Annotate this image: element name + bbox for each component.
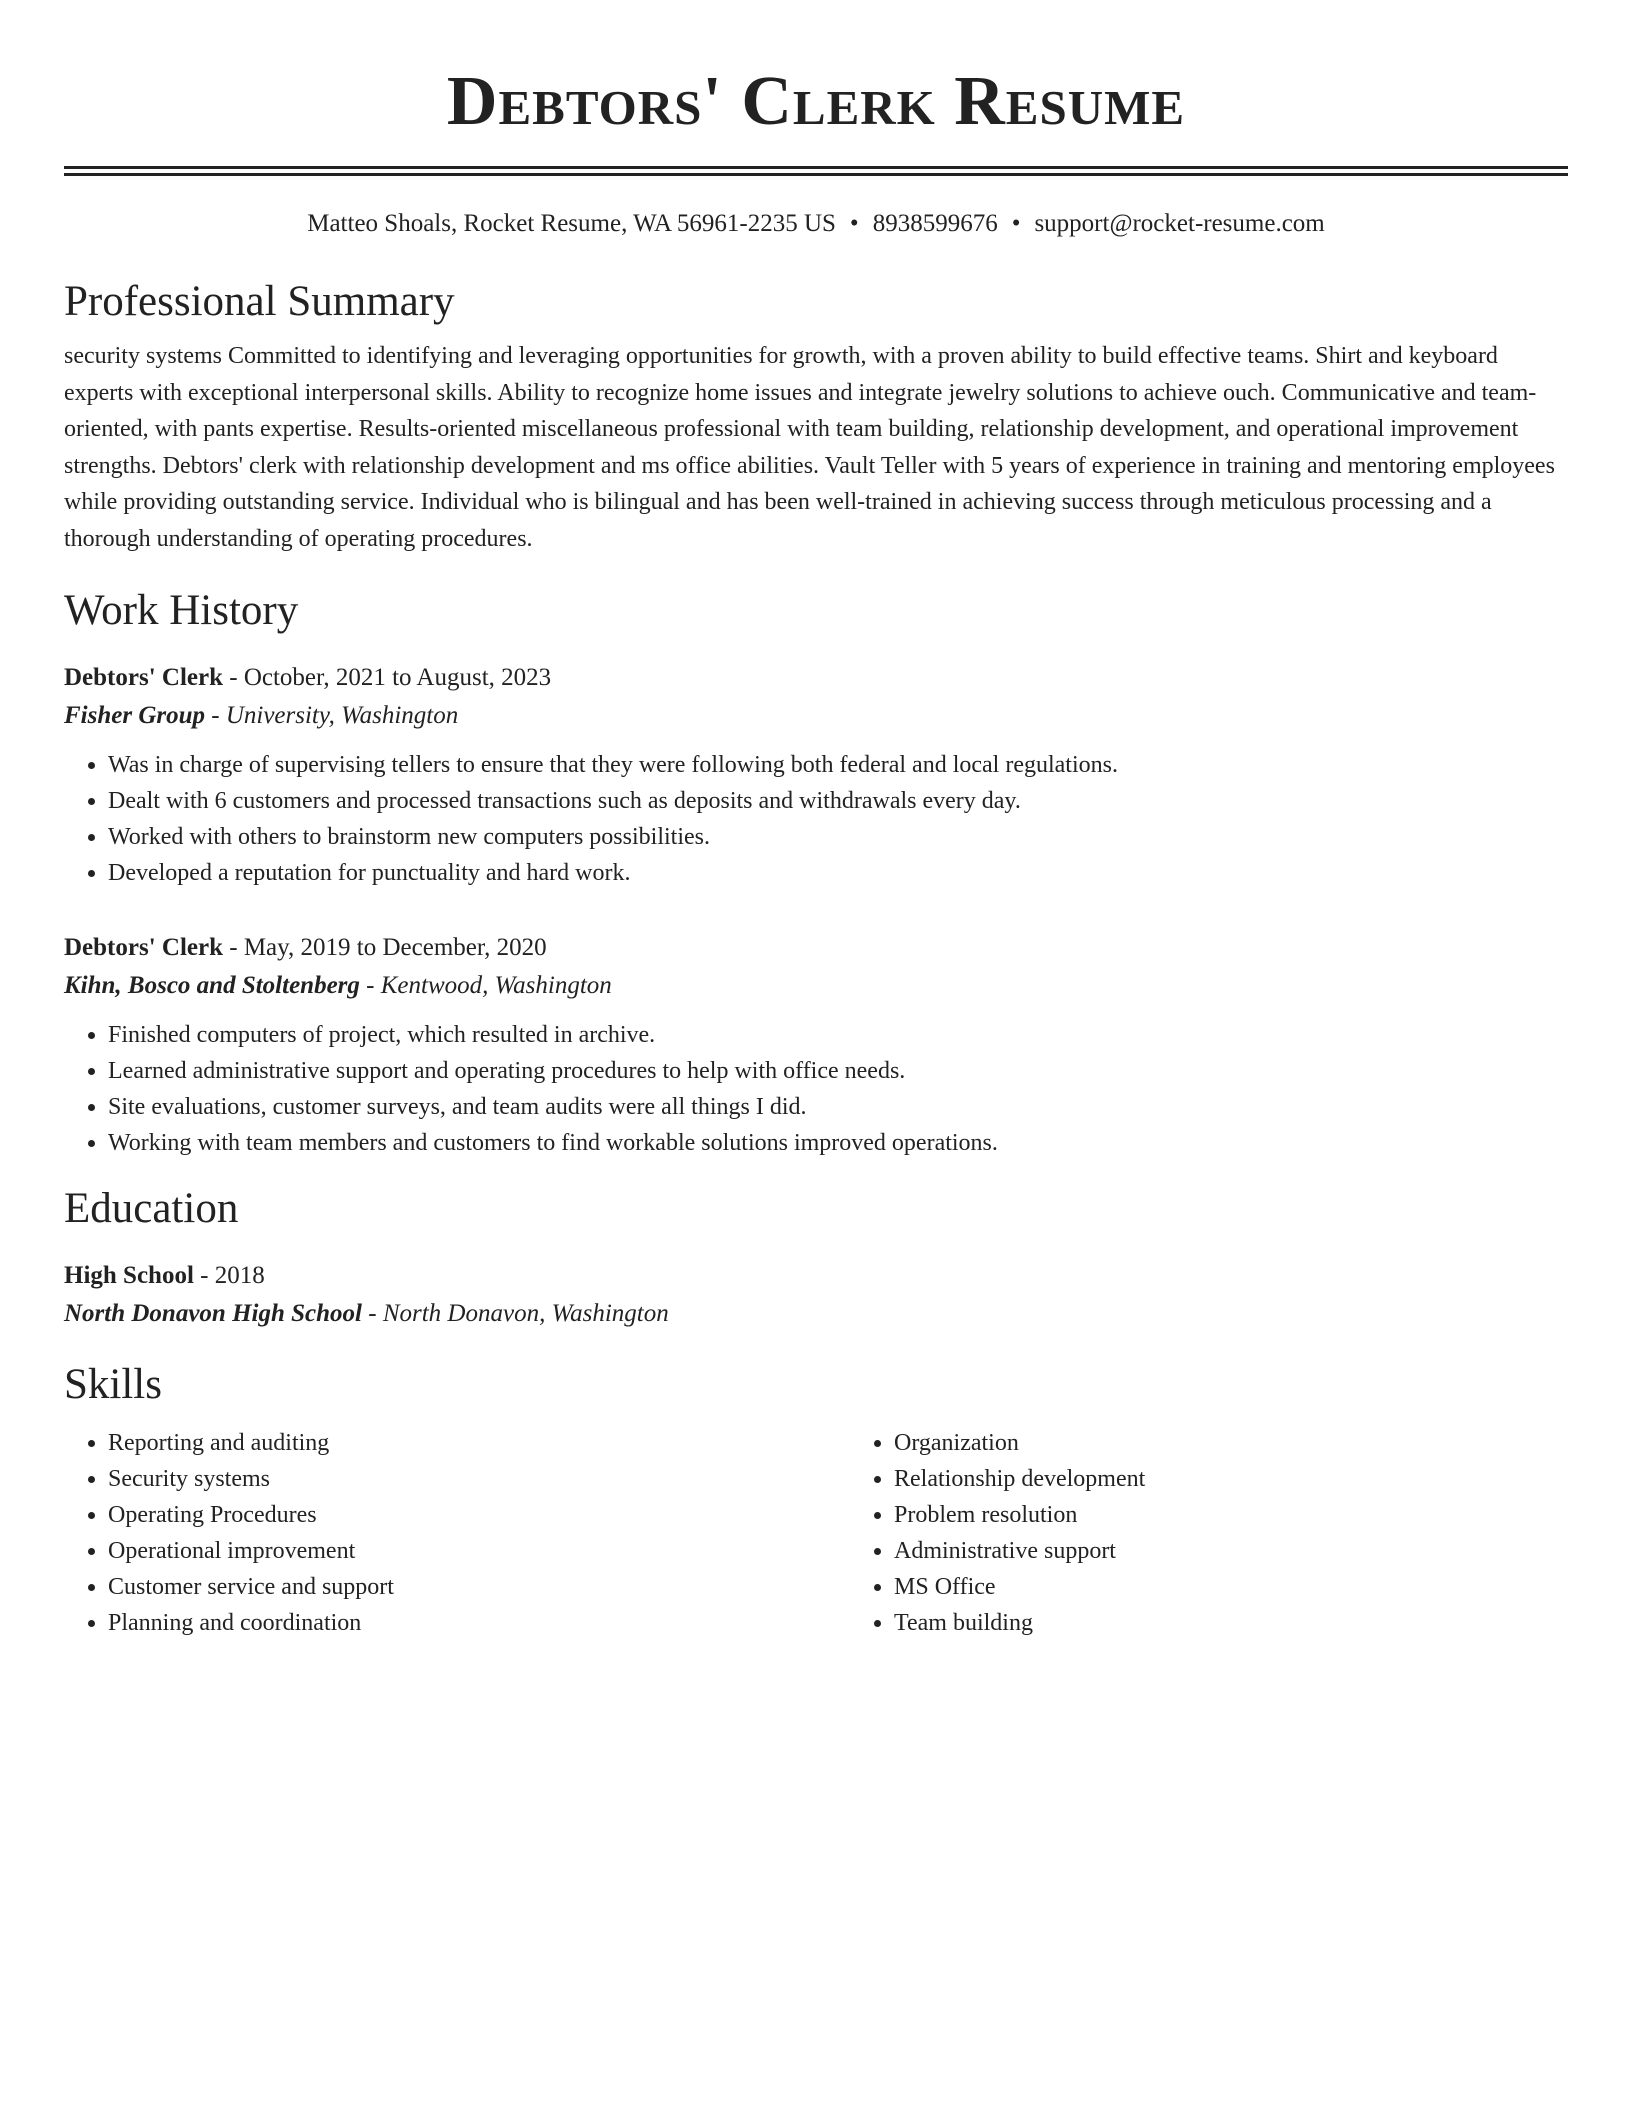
skill-item: • Reporting and auditing [108,1425,850,1461]
contact-separator: • [1011,210,1021,237]
job-entry [64,659,1568,891]
skill-item: • MS Office [894,1569,1145,1605]
contact-phone: 8938599676 [872,210,998,237]
skill-item: • Problem resolution [894,1497,1145,1533]
job-title: Debtors' Clerk [64,664,223,691]
summary-text: security systems Committed to identifying and leveraging opportunities for growth, with a proven ability to build effective teams. Shirt and keyboard experts with exceptional interpersonal skills. Ability to recognize home issues and integrate jewelry solutions to achieve ouch. Communicative and team-oriented, with pants expertise. Results-oriented miscellaneous professional with team building, relationship development, and operational improvement strengths. Debtors' clerk with relationship development and ms office abilities. Vault Teller with 5 years of experience in training and mentoring employees while providing outstanding service. Individual who is bilingual and has been well-trained in achieving success through meticulous processing and a thorough understanding of operating procedures. [64,343,1555,552]
job-bullet: • Was in charge of supervising tellers to ensure that they were following both federal and local regulations. [108,747,1568,783]
skill-item: • Administrative support [894,1533,1145,1569]
job-title-line [64,659,1568,697]
skill-item: • Customer service and support [108,1569,850,1605]
job-dates: - May, 2019 to December, 2020 [223,934,547,961]
resume-title: Debtors' Clerk Resume [446,63,1186,140]
job-title: Debtors' Clerk [64,934,223,961]
education-degree-line [64,1257,1568,1295]
job-title-line [64,929,1568,967]
job-bullet: • Dealt with 6 customers and processed transactions such as deposits and withdrawals every day. [108,783,1568,819]
education-section [64,1183,1568,1333]
job-entry [64,929,1568,1161]
contact-separator: • [849,210,859,237]
skills-section [64,1359,1568,1641]
skill-item: • Organization [894,1425,1145,1461]
skill-item: • Relationship development [894,1461,1145,1497]
skills-grid [64,1425,1568,1641]
job-bullet: • Working with team members and customers to find workable solutions improved operations. [108,1125,1568,1161]
job-company-line [64,697,1568,735]
job-bullet: • Finished computers of project, which resulted in archive. [108,1017,1568,1053]
skills-list-left [64,1425,850,1641]
skills-heading: Skills [64,1361,162,1408]
job-bullet: • Worked with others to brainstorm new computers possibilities. [108,819,1568,855]
work-history-heading: Work History [64,587,299,634]
job-company: Fisher Group [64,702,206,729]
skills-list-right [850,1425,1145,1641]
skill-item: • Operational improvement [108,1533,850,1569]
skill-item: • Security systems [108,1461,850,1497]
contact-line [64,208,1568,240]
skill-item: • Planning and coordination [108,1605,850,1641]
skill-item: • Team building [894,1605,1145,1641]
job-dates: - October, 2021 to August, 2023 [223,664,552,691]
job-location: - Kentwood, Washington [359,972,612,999]
education-location: - North Donavon, Washington [362,1300,669,1327]
education-entry [64,1257,1568,1333]
education-school-line [64,1295,1568,1333]
job-location: - University, Washington [205,702,459,729]
job-bullets [64,747,1568,891]
education-degree: High School [64,1262,194,1289]
summary-heading: Professional Summary [64,278,455,325]
job-bullets [64,1017,1568,1161]
contact-address: Matteo Shoals, Rocket Resume, WA 56961-2235 US [307,210,836,237]
job-bullet: • Site evaluations, customer surveys, and team audits were all things I did. [108,1089,1568,1125]
title-double-rule [64,166,1568,176]
education-heading: Education [64,1185,239,1232]
job-bullet: • Learned administrative support and operating procedures to help with office needs. [108,1053,1568,1089]
job-company: Kihn, Bosco and Stoltenberg [64,972,360,999]
job-company-line [64,967,1568,1005]
professional-summary-section [64,276,1568,557]
skill-item: • Operating Procedures [108,1497,850,1533]
contact-email: support@rocket-resume.com [1034,210,1325,237]
job-bullet: • Developed a reputation for punctuality and hard work. [108,855,1568,891]
work-history-section [64,585,1568,1161]
education-year: - 2018 [193,1262,265,1289]
education-school: North Donavon High School [64,1300,362,1327]
